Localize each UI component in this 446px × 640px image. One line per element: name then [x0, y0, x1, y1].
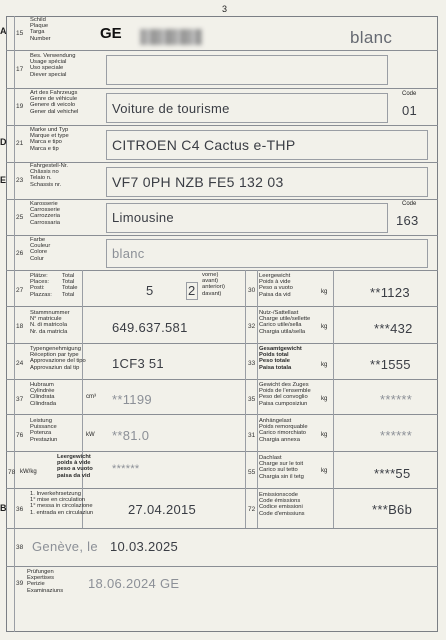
- field-number-15: 15: [16, 30, 24, 37]
- row-divider: [6, 379, 438, 380]
- field-number-76: 76: [16, 432, 24, 439]
- row-divider: [6, 50, 438, 51]
- power-value: **81.0: [112, 428, 150, 443]
- train-weight-label: Gewicht des Zuges Poids de l'ensemble Peso del convoglio Paisa cumposiziun: [259, 382, 311, 407]
- row-divider: [6, 451, 438, 452]
- field-number-78: 78: [8, 469, 16, 476]
- field-number-17: 17: [16, 66, 24, 73]
- vehicle-type-code-label: Code: [402, 91, 417, 97]
- special-use-box: [106, 55, 388, 85]
- body-code-label: Code: [402, 201, 417, 207]
- plate-color: blanc: [350, 28, 393, 47]
- middle-column-divider: [245, 270, 246, 528]
- field-number-72: 72: [248, 506, 256, 513]
- towing-weight-value: ******: [380, 428, 413, 443]
- empty-weight-label: Leergewicht Poids à vide Peso a vuoto Paisa da vid: [259, 273, 293, 298]
- power-unit: kW: [86, 432, 95, 438]
- emission-code-value: ***B6b: [372, 502, 413, 517]
- side-marker-e: E: [0, 175, 7, 185]
- field-number-33: 33: [248, 360, 256, 367]
- color-label: Farbe Couleur Colore Colur: [30, 237, 51, 262]
- row-divider: [6, 270, 438, 271]
- middle-number-divider: [257, 270, 258, 528]
- towing-weight-label: Anhängelast Poids remorquable Carico rimorchiato Chargia annexa: [259, 418, 308, 443]
- vehicle-type-code: 01: [402, 103, 418, 118]
- train-weight-value: ******: [380, 392, 413, 407]
- row-divider: [6, 162, 438, 163]
- seats-front-label: vorne) avant) anteriori) davant): [202, 272, 225, 297]
- displacement-label: Hubraum Cylindrée Cilindrata Cilindrada: [30, 382, 57, 407]
- matriculation-label: Stammnummer N° matricule N. di matricola Nr. da matricla: [30, 310, 70, 335]
- body-code: 163: [396, 213, 419, 228]
- field-number-30: 30: [248, 287, 256, 294]
- seats-label: Plätze: Places: Posti: Plazzas:: [30, 273, 52, 298]
- right-label-divider: [333, 270, 334, 528]
- displacement-unit: cm³: [86, 394, 96, 400]
- matriculation-value: 649.637.581: [112, 320, 188, 335]
- payload-value: ***432: [374, 321, 413, 336]
- payload-label: Nutz-/Sattellast Charge utile/sellette Carico utile/sella Chargia utila/sella: [259, 310, 311, 335]
- roof-load-unit: kg: [321, 468, 328, 474]
- inspection-value: 18.06.2024 GE: [88, 576, 180, 591]
- row-divider: [6, 306, 438, 307]
- issue-date: 10.03.2025: [110, 539, 179, 554]
- number-column-divider: [14, 16, 15, 632]
- total-weight-value: **1555: [370, 357, 411, 372]
- side-marker-a: A: [0, 26, 7, 36]
- field-number-32: 32: [248, 323, 256, 330]
- first-registration-label: 1. Inverkehrsetzung 1° mise en circulation 1° messa in circolazione 1. entrada en circulaziun: [30, 491, 94, 516]
- make-model-value: CITROEN C4 Cactus e-THP: [112, 137, 296, 153]
- roof-load-value: ****55: [374, 466, 411, 481]
- plate-canton: GE: [100, 25, 122, 42]
- displacement-value: **1199: [112, 392, 152, 407]
- first-registration-value: 27.04.2015: [128, 502, 197, 517]
- field-number-38: 38: [16, 544, 24, 551]
- field-number-23: 23: [16, 177, 24, 184]
- inspection-label: Prüfungen Expertises Perizie Examinaziuns: [27, 569, 64, 594]
- row-divider: [6, 125, 438, 126]
- row-divider: [6, 343, 438, 344]
- chassis-label: Fahrgestell-Nr. Châssis no Telaio n. Schassis nr.: [30, 163, 69, 188]
- seats-total-value: 5: [146, 283, 154, 298]
- page-number: 3: [222, 4, 228, 14]
- field-number-19: 19: [16, 103, 24, 110]
- field-number-24: 24: [16, 360, 24, 367]
- power-label: Leistung Puissance Potenza Prestaziun: [30, 418, 58, 443]
- field-number-18: 18: [16, 323, 24, 330]
- empty-weight-unit: kg: [321, 289, 328, 295]
- towing-weight-unit: kg: [321, 432, 328, 438]
- seats-total-label: Total Total Totale Total: [62, 273, 78, 298]
- emission-code-label: Emissionscode Code émissions Codice emissioni Code d'emissiuns: [259, 492, 305, 517]
- vehicle-type-value: Voiture de tourisme: [112, 101, 230, 116]
- empty-weight-value: **1123: [370, 285, 410, 300]
- field-number-36: 36: [16, 506, 24, 513]
- body-label: Karosserie Carrosserie Carrozzeria Carrossaria: [30, 201, 60, 226]
- special-use-label: Bes. Verwendung Usage spécial Uso speciale Diever special: [30, 53, 76, 78]
- field-number-35: 35: [248, 396, 256, 403]
- vehicle-type-label: Art des Fahrzeugs Genre de véhicule Genere di veicolo Gener dal vehichel: [30, 90, 79, 115]
- side-marker-d: D: [0, 137, 7, 147]
- color-box: [106, 239, 428, 268]
- field-number-25: 25: [16, 214, 24, 221]
- row-divider: [6, 566, 438, 567]
- row-divider: [6, 235, 438, 236]
- row-divider: [6, 199, 438, 200]
- field-number-55: 55: [248, 469, 256, 476]
- row-divider: [6, 488, 438, 489]
- row-divider: [6, 88, 438, 89]
- type-approval-value: 1CF3 51: [112, 356, 164, 371]
- total-weight-label: Gesamtgewicht Poids total Peso totale Paisa totala: [259, 346, 302, 371]
- row-divider: [6, 528, 438, 529]
- total-weight-unit: kg: [321, 362, 328, 368]
- field-number-39: 39: [16, 580, 24, 587]
- roof-load-label: Dachlast Charge sur le toit Carico sul tetto Chargia sin il tetg: [259, 455, 304, 480]
- payload-unit: kg: [321, 324, 328, 330]
- type-approval-label: Typengenehmigung Réception par type Approvazione del tipo Approvaziun dal tip: [30, 346, 86, 371]
- color-value: blanc: [112, 246, 145, 261]
- issue-place: Genève, le: [32, 539, 98, 554]
- train-weight-unit: kg: [321, 396, 328, 402]
- field-number-27: 27: [16, 287, 24, 294]
- redacted-plate-number: [140, 29, 202, 45]
- make-model-label: Marke und Typ Marque et type Marca e tipo Marca e tip: [30, 127, 69, 152]
- plate-label: Schild Plaque Targa Number: [30, 17, 51, 42]
- power-weight-prefix: kW/kg: [20, 469, 37, 475]
- field-number-37: 37: [16, 396, 24, 403]
- seats-front-value: 2: [188, 283, 196, 298]
- body-value: Limousine: [112, 210, 174, 225]
- field-number-21: 21: [16, 140, 24, 147]
- field-number-31: 31: [248, 432, 256, 439]
- chassis-value: VF7 0PH NZB FE5 132 03: [112, 174, 284, 190]
- row-divider: [6, 414, 438, 415]
- power-weight-value: ******: [112, 463, 140, 475]
- label-column-divider: [82, 270, 83, 528]
- power-weight-label: Leergewicht poids à vide peso a vuoto paisa da vid: [57, 454, 93, 479]
- side-marker-b: B: [0, 503, 7, 513]
- field-number-26: 26: [16, 250, 24, 257]
